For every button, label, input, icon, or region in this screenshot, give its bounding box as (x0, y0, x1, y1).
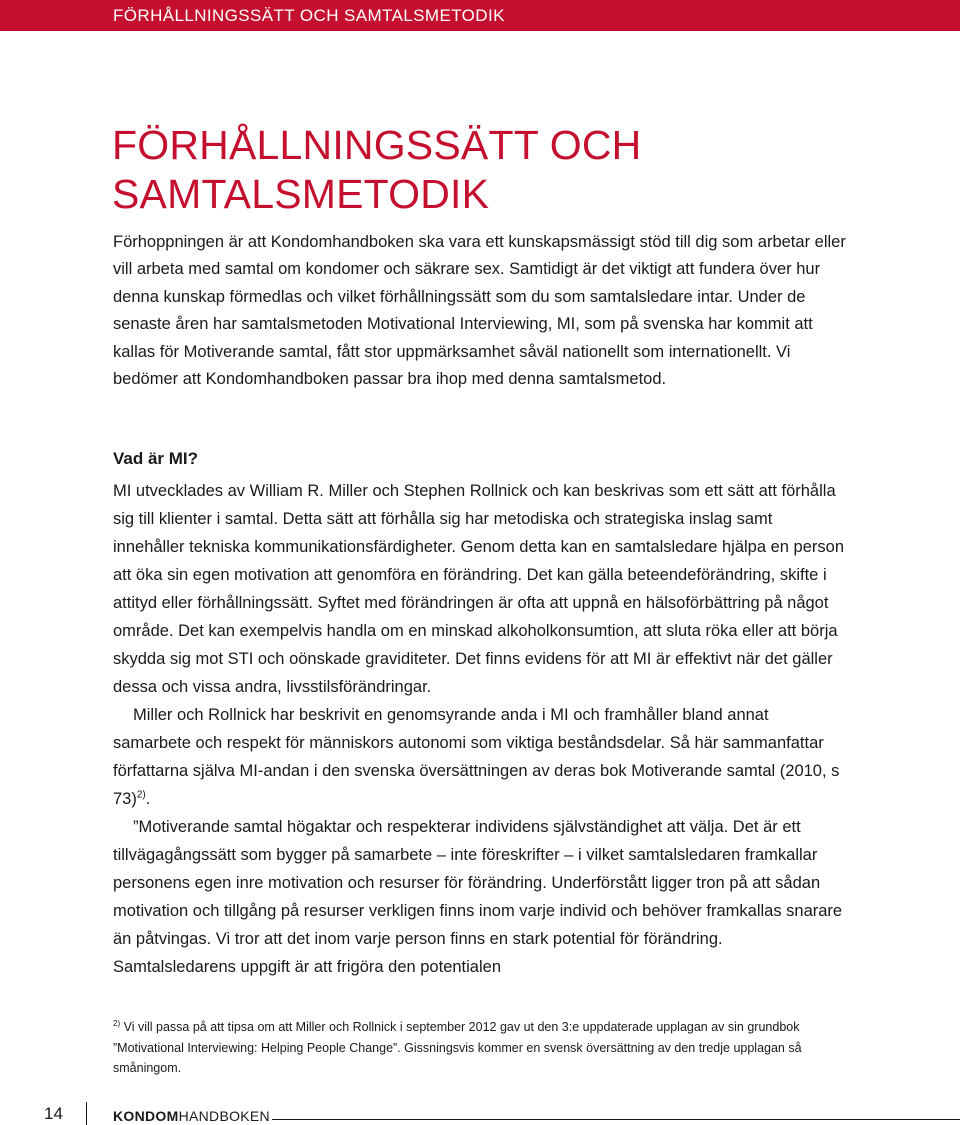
body-paragraph-1: MI utvecklades av William R. Miller och Stephen Rollnick och kan beskrivas som ett sätt att förhålla sig till klienter i samtal. Detta sätt att förhålla sig har metodiska och strategiska inslag samt innehåller tekniska kommunikationsfärdigheter. Genom detta kan en samtalsledare hjälpa en person att öka sin egen motivation att genomföra en förändring. Det kan gälla beteendeförändring, skifte i attityd eller förhållningssätt. Syftet med förändringen är ofta att uppnå en hälsoförbättring på något område. Det kan exempelvis handla om en minskad alkoholkonsumtion, att sluta röka eller att börja skydda sig mot STI och oönskade graviditeter. Det finns evidens för att MI är effektivt när det gäller dessa och vissa andra, livsstilsförändringar. (113, 482, 845, 696)
footnote-reference: 2) (136, 789, 146, 801)
footer-brand-regular: HANDBOKEN (178, 1108, 270, 1124)
running-header-title: FÖRHÅLLNINGSSÄTT OCH SAMTALSMETODIK (113, 6, 505, 25)
footnote-text: Vi vill passa på att tipsa om att Miller och Rollnick i september 2012 gav ut den 3:e uppdaterade upplagan av sin grundbok ”Motivational Interviewing: Helping People Change”. Gissningsvis kommer en svensk översättning av den tredje upplagan så småningom. (113, 1020, 802, 1075)
page-number: 14 (44, 1104, 63, 1123)
section-heading: Vad är MI? (113, 449, 199, 468)
body-paragraph-2-end: . (145, 790, 151, 808)
footnote-marker: 2) (113, 1018, 121, 1028)
page-title-line-2: SAMTALSMETODIK (112, 171, 490, 217)
body-paragraph-2 (113, 701, 848, 813)
body-paragraph-2-text: Miller och Rollnick har beskrivit en genomsyrande anda i MI och framhåller bland annat samarbete och respekt för människors autonomi som viktiga beståndsdelar. Så här sammanfattar författarna själva MI-andan i den svenska översättningen av deras bok Motiverande samtal (2010, s 73) (113, 706, 840, 808)
footer-brand-bold: KONDOM (113, 1108, 179, 1124)
footer-brand (113, 1108, 270, 1124)
running-header-bar (0, 0, 960, 31)
intro-paragraph: Förhoppningen är att Kondomhandboken ska vara ett kunskapsmässigt stöd till dig som arbetar eller vill arbeta med samtal om kondomer och säkrare sex. Samtidigt är det viktigt att fundera över hur denna kunskap förmedlas och vilket förhållningssätt som du som samtalsledare intar. Under de senaste åren har samtalsmetoden Motivational Interviewing, MI, som på svenska har kommit att kallas för Motiverande samtal, fått stor uppmärksamhet såväl nationellt som internationellt. Vi bedömer att Kondomhandboken passar bra ihop med denna samtalsmetod. (113, 233, 846, 389)
section-body (113, 477, 848, 981)
page-title (112, 121, 872, 219)
footer-rule (272, 1119, 960, 1120)
body-paragraph-3: ”Motiverande samtal högaktar och respekterar individens självständighet att välja. Det är ett tillvägagångssätt som bygger på samarbete – inte föreskrifter – i vilket samtalsledaren framkallar personens egen inre motivation och resurser för förändring. Underförstått ligger tron på att sådan motivation och tillgång på resurser verkligen finns inom varje individ och behöver framkallas snarare än påtvingas. Vi tror att det inom varje person finns en stark potential för förändring. Samtalsledarens uppgift är att frigöra den potentialen (113, 818, 843, 976)
page-title-line-1: FÖRHÅLLNINGSSÄTT OCH (112, 122, 642, 168)
footnote (113, 1017, 833, 1079)
footer-divider (86, 1102, 87, 1125)
